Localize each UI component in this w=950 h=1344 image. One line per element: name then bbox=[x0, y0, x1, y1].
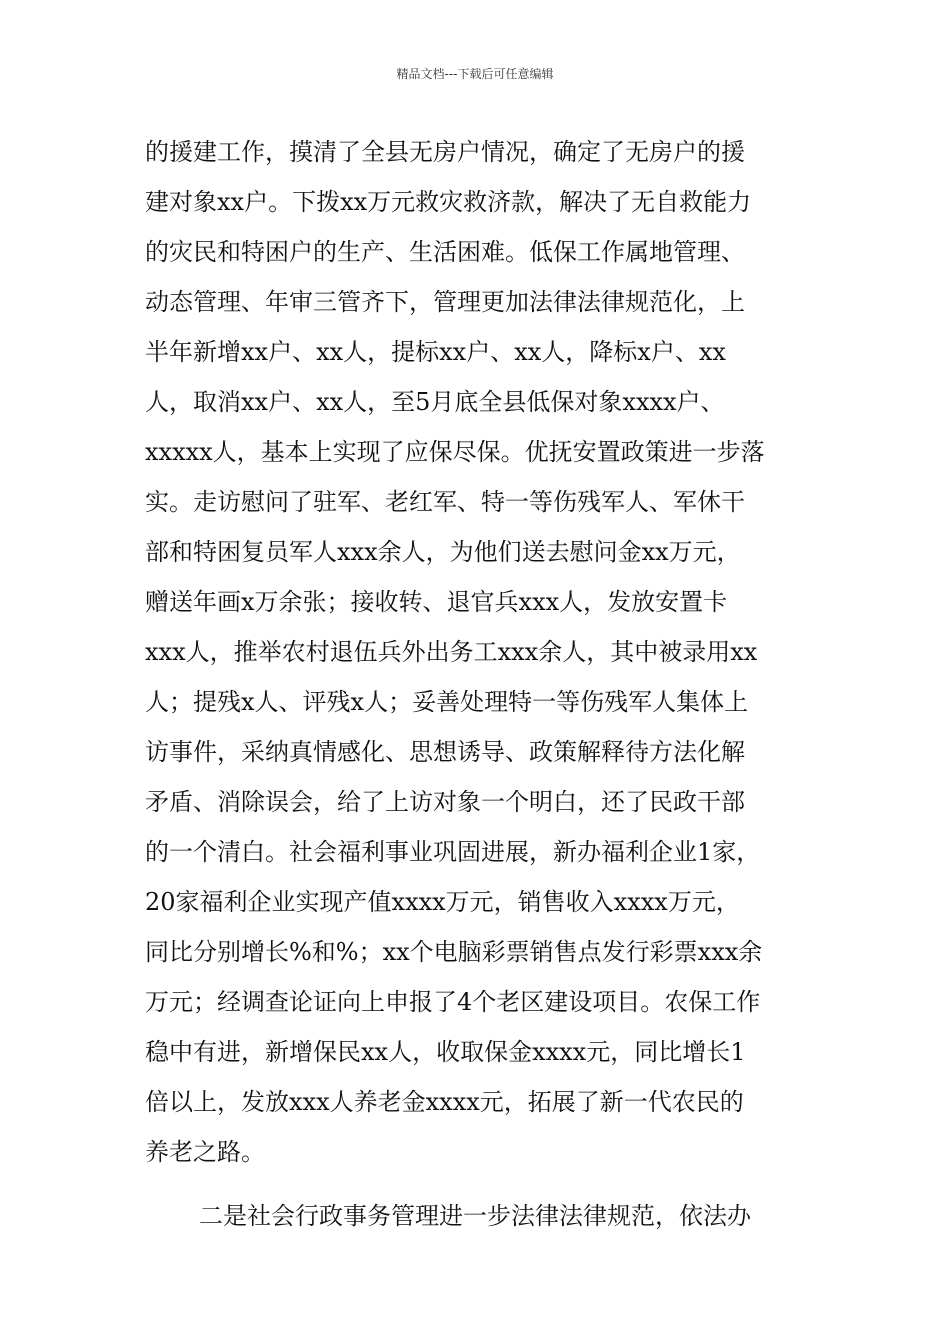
text-line: 访事件，采纳真情感化、思想诱导、政策解释待方法化解 bbox=[145, 738, 745, 766]
text-line: 动态管理、年审三管齐下，管理更加法律法律规范化，上 bbox=[145, 288, 745, 316]
text-line: 20家福利企业实现产值xxxx万元，销售收入xxxx万元， bbox=[145, 888, 740, 916]
text-line: 二是社会行政事务管理进一步法律法律规范，依法办 bbox=[199, 1202, 751, 1230]
paragraph-2 bbox=[145, 1191, 815, 1241]
text-line: 养老之路。 bbox=[145, 1138, 265, 1166]
text-line: 部和特困复员军人xxx余人，为他们送去慰问金xx万元， bbox=[145, 538, 741, 566]
text-line: 矛盾、消除误会，给了上访对象一个明白，还了民政干部 bbox=[145, 788, 745, 816]
paragraph-1 bbox=[145, 127, 815, 1177]
text-line: 万元；经调查论证向上申报了4个老区建设项目。农保工作 bbox=[145, 988, 761, 1016]
text-line: 稳中有进，新增保民xx人，收取保金xxxx元，同比增长1 bbox=[145, 1038, 746, 1066]
paragraph-gap bbox=[145, 1177, 815, 1191]
text-line: 的一个清白。社会福利事业巩固进展，新办福利企业1家， bbox=[145, 838, 761, 866]
text-line: xxx人，推举农村退伍兵外出务工xxx余人，其中被录用xx bbox=[145, 638, 758, 666]
text-line: xxxxx人，基本上实现了应保尽保。优抚安置政策进一步落 bbox=[145, 438, 765, 466]
text-line: 人，取消xx户、xx人，至5月底全县低保对象xxxx户、 bbox=[145, 388, 725, 416]
text-line: 同比分别增长%和%；xx个电脑彩票销售点发行彩票xxx余 bbox=[145, 938, 763, 966]
text-line: 半年新增xx户、xx人，提标xx户、xx人，降标x户、xx bbox=[145, 338, 726, 366]
text-line: 实。走访慰问了驻军、老红军、特一等伤残军人、军休干 bbox=[145, 488, 745, 516]
text-line: 人；提残x人、评残x人；妥善处理特一等伤残军人集体上 bbox=[145, 688, 749, 716]
text-line: 的灾民和特困户的生产、生活困难。低保工作属地管理、 bbox=[145, 238, 745, 266]
text-line: 的援建工作，摸清了全县无房户情况，确定了无房户的援 bbox=[145, 138, 745, 166]
document-body bbox=[145, 127, 815, 1241]
page-header: 精品文档---下载后可任意编辑 bbox=[396, 67, 554, 81]
text-line: 倍以上，发放xxx人养老金xxxx元，拓展了新一代农民的 bbox=[145, 1088, 744, 1116]
text-line: 建对象xx户。下拨xx万元救灾救济款，解决了无自救能力 bbox=[145, 188, 752, 216]
text-line: 赠送年画x万余张；接收转、退官兵xxx人，发放安置卡 bbox=[145, 588, 728, 616]
